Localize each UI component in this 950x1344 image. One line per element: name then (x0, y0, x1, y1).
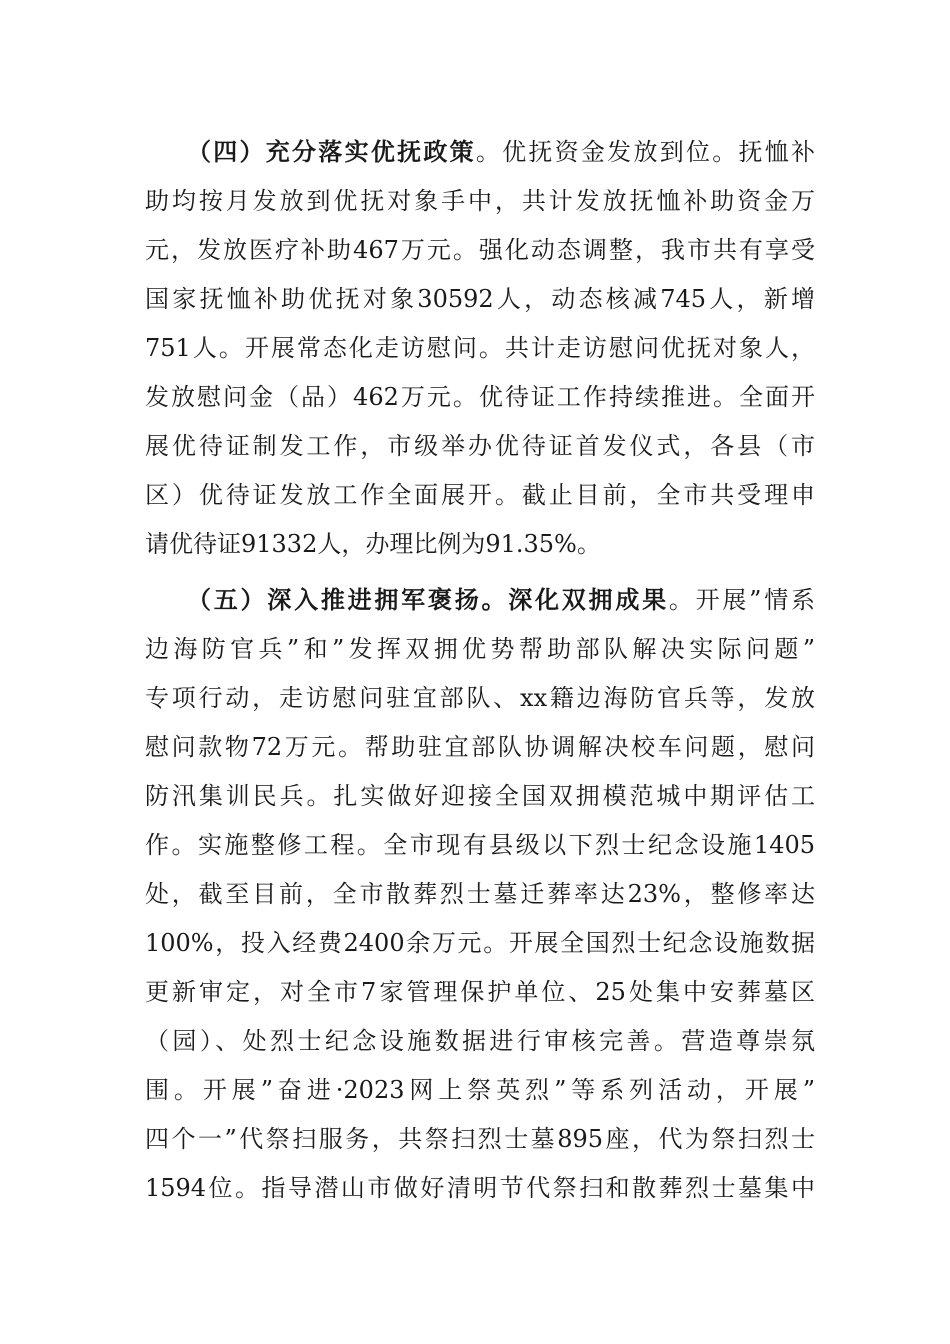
paragraph-4-line-2: 助均按月发放到优抚对象手中，共计发放抚恤补助资金万 (145, 187, 815, 215)
paragraph-4-line-1-text: 。优抚资金发放到位。抚恤补 (475, 138, 816, 166)
paragraph-4-heading: （四）充分落实优抚政策 (187, 138, 476, 166)
paragraph-5-line-7: 处，截至目前，全市散葬烈士墓迁葬率达23%，整修率达 (145, 880, 815, 908)
paragraph-4-line-1 (187, 132, 815, 172)
paragraph-4-line-4: 国家抚恤补助优抚对象30592人，动态核减745人，新增 (145, 285, 815, 313)
paragraph-4-line-8: 区）优待证发放工作全面展开。截止目前，全市共受理申 (145, 481, 815, 509)
paragraph-5-line-3: 专项行动，走访慰问驻宜部队、xx籍边海防官兵等，发放 (145, 684, 815, 712)
paragraph-5-line-11: 围。开展”奋进·2023网上祭英烈”等系列活动，开展” (145, 1076, 815, 1104)
paragraph-4-line-9: 请优待证91332人，办理比例为91.35%。 (145, 530, 601, 558)
paragraph-4-line-3: 元，发放医疗补助467万元。强化动态调整，我市共有享受 (145, 236, 815, 264)
paragraph-5-line-9: 更新审定，对全市7家管理保护单位、25处集中安葬墓区 (145, 978, 815, 1006)
paragraph-5-line-1-text: 。开展”情系 (668, 586, 815, 614)
paragraph-4-line-5: 751人。开展常态化走访慰问。共计走访慰问优抚对象人， (145, 334, 815, 362)
paragraph-5-heading: （五）深入推进拥军褒扬。深化双拥成果 (187, 586, 669, 614)
paragraph-4-line-7: 展优待证制发工作，市级举办优待证首发仪式，各县（市 (145, 432, 815, 460)
paragraph-5-line-12: 四个一”代祭扫服务，共祭扫烈士墓895座，代为祭扫烈士 (145, 1125, 815, 1153)
paragraph-5-line-2: 边海防官兵”和”发挥双拥优势帮助部队解决实际问题” (145, 635, 815, 663)
paragraph-5-line-10: （园）、处烈士纪念设施数据进行审核完善。营造尊崇氛 (145, 1027, 815, 1055)
paragraph-4-line-6: 发放慰问金（品）462万元。优待证工作持续推进。全面开 (145, 383, 815, 411)
paragraph-5-line-1 (187, 580, 815, 620)
paragraph-5-line-6: 作。实施整修工程。全市现有县级以下烈士纪念设施1405 (145, 831, 815, 859)
paragraph-5-line-4: 慰问款物72万元。帮助驻宜部队协调解决校车问题，慰问 (145, 733, 815, 761)
paragraph-5-line-13: 1594位。指导潜山市做好清明节代祭扫和散葬烈士墓集中 (145, 1174, 815, 1202)
paragraph-5-line-5: 防汛集训民兵。扎实做好迎接全国双拥模范城中期评估工 (145, 782, 815, 810)
paragraph-5-line-8: 100%，投入经费2400余万元。开展全国烈士纪念设施数据 (145, 929, 815, 957)
